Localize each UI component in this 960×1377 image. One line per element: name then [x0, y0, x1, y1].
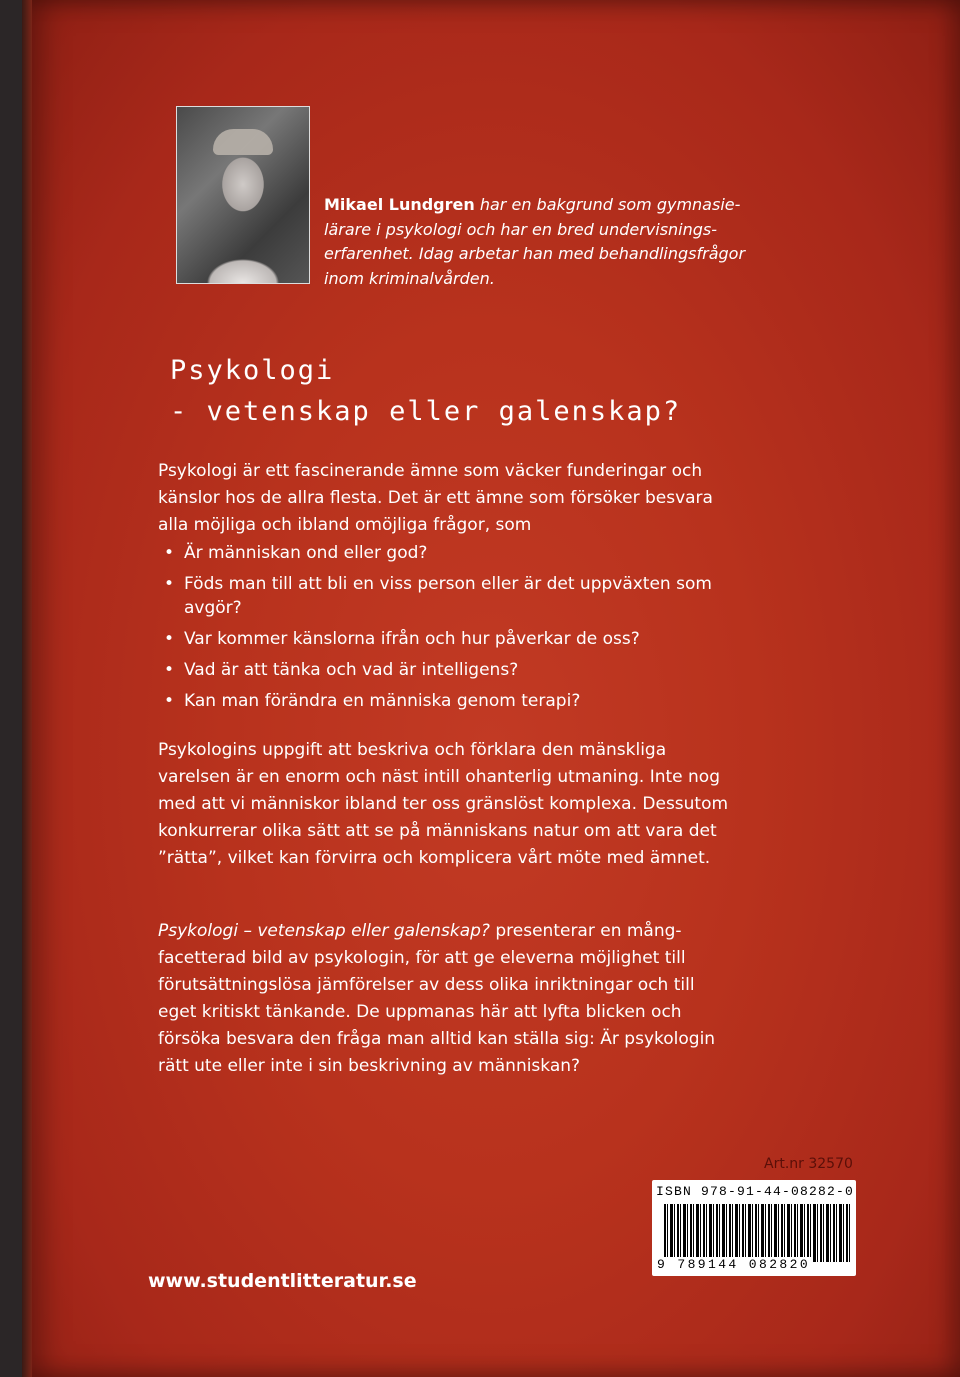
description-paragraph: Psykologins uppgift att beskriva och förklara den mänskliga varelsen är en enorm och näst intill ohanterlig utmaning. Inte nog med att vi människor ibland ter oss gränslöst komplexa. Dessutom konkurrerar olika sätt att se på människans natur om att vara det ”rätta”, vilket kan förvirra och komplicera vårt möte med ämnet.	[158, 740, 729, 868]
book-title	[170, 350, 681, 432]
author-name: Mikael Lundgren	[324, 195, 475, 214]
list-item: • Föds man till att bli en viss person eller är det uppväxten som avgör?	[164, 572, 724, 620]
publisher-website: www.studentlitteratur.se	[148, 1270, 417, 1292]
author-bio-line-1: har en bakgrund som gymnasie-	[479, 195, 741, 214]
author-bio-line-4: inom kriminalvården.	[324, 268, 495, 288]
book-back-cover	[22, 0, 960, 1377]
author-bio-line-2: lärare i psykologi och har en bred undervisnings-	[324, 219, 718, 239]
book-title-line-2: - vetenskap eller galenskap?	[170, 396, 682, 427]
barcode-digits: 9 789144 082820	[657, 1257, 811, 1272]
author-bio-line-3: erfarenhet. Idag arbetar han med behandlingsfrågor	[324, 244, 746, 263]
list-item: • Vad är att tänka och vad är intelligens?	[164, 658, 724, 682]
author-bio	[324, 193, 764, 291]
summary-title-italic: Psykologi – vetenskap eller galenskap?	[158, 921, 490, 941]
list-item: • Är människan ond eller god?	[164, 541, 724, 565]
list-item: • Var kommer känslorna ifrån och hur påverkar de oss?	[164, 627, 724, 651]
book-title-line-1: Psykologi	[170, 355, 335, 386]
isbn-label: ISBN 978-91-44-08282-0	[656, 1184, 855, 1199]
spine-edge	[22, 0, 32, 1377]
question-list	[164, 541, 724, 720]
summary-text: presenterar en mång-facetterad bild av psykologin, för att ge eleverna möjlighet till förutsättningslösa jämförelser av dess olika inriktningar och till eget kritiskt tänkande. De uppmanas här att lyfta blicken och försöka besvara den fråga man alltid kan ställa sig: Är psykologin rätt ute eller inte i sin beskrivning av människan?	[158, 921, 716, 1076]
author-photo	[176, 106, 310, 284]
isbn-barcode	[652, 1180, 856, 1276]
list-item: • Kan man förändra en människa genom terapi?	[164, 689, 724, 713]
author-photo-hair	[213, 129, 273, 155]
summary-paragraph	[158, 918, 738, 1080]
article-number: Art.nr 32570	[764, 1156, 853, 1172]
intro-paragraph: Psykologi är ett fascinerande ämne som väcker funderingar och känslor hos de allra flesta. Det är ett ämne som försöker besvara alla möjliga och ibland omöjliga frågor, som	[158, 461, 713, 535]
barcode-icon	[664, 1204, 850, 1262]
